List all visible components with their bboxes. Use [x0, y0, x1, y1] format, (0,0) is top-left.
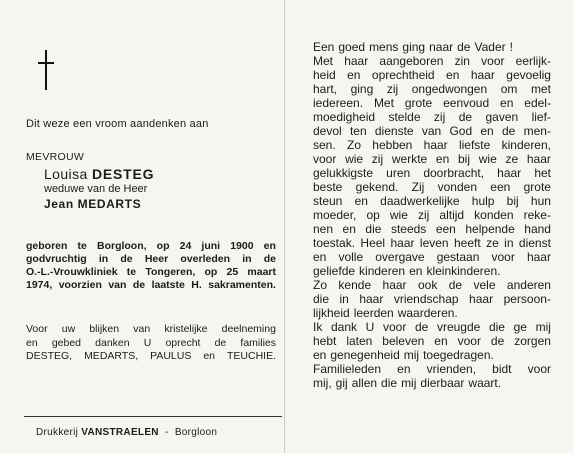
prayer-line: devol ten dienste van God en de men- [313, 124, 551, 138]
prayer-line: voor wie zij werkte en bij wie ze haar [313, 152, 551, 166]
prayer-line: sen. Zo hebben haar liefste kinderen, [313, 138, 551, 152]
text-line: geboren te Borgloon, op 24 juni 1900 en [26, 240, 276, 252]
prayer-line: Met haar aangeboren zin voor eerlijk- [313, 54, 551, 68]
right-panel [313, 40, 551, 390]
prayer-line: Een goed mens ging naar de Vader ! [313, 40, 513, 54]
cross-icon [38, 50, 54, 90]
text-line: O.-L.-Vrouwkliniek te Tongeren, op 25 maart [26, 266, 276, 278]
prayer-line: die in haar vriendschap haar persoon- [313, 292, 551, 306]
biography [26, 240, 276, 292]
deceased-name [44, 166, 154, 182]
prayer-line: hart, ging zij ongedwongen om met [313, 82, 551, 96]
prayer-line: beste gekend. Zij vonden een grote [313, 180, 551, 194]
printer-place: Borgloon [174, 427, 218, 438]
thanks-text [26, 323, 276, 364]
honorific: MEVROUW [26, 151, 85, 163]
prayer-line: en genegenheid mij toegedragen. [313, 348, 494, 362]
intro-text: Dit weze een vroom aandenken aan [26, 118, 209, 130]
text-line: DESTEG, MEDARTS, PAULUS en TEUCHIE. [26, 350, 276, 362]
prayer-line: hebt laten beleven en voor de zorgen [313, 334, 551, 348]
prayer-line: geliefde kinderen en kleinkinderen. [313, 264, 501, 278]
text-line: Voor uw blijken van kristelijke deelneming [26, 323, 276, 335]
prayer-line: Familieleden en vrienden, bidt voor [313, 362, 551, 376]
prayer-line: steun en daadwerkelijke hulp bij hun [313, 194, 551, 208]
prayer-line: nen en die steeds een helpende hand [313, 222, 551, 236]
prayer-line: gelukkigste uren doorbracht, haar het [313, 166, 551, 180]
printer-credit [36, 427, 217, 438]
prayer-line: en volle overgave gestaan voor haar [313, 250, 551, 264]
prayer-line: lijkheid leerden waarderen. [313, 306, 458, 320]
prayer-line: heid en oprechtheid en haar gevoelig [313, 68, 551, 82]
last-name: DESTEG [91, 166, 155, 182]
prayer-line: Zo kende haar ook de vele anderen [313, 278, 551, 292]
divider [24, 416, 282, 417]
prayer-line: moeder, op wie zij altijd konden reke- [313, 208, 551, 222]
left-panel [24, 0, 279, 453]
printer-prefix: Drukkerij [36, 427, 79, 438]
text-line: 1974, voorzien van de laatste H. sakramenten. [26, 279, 276, 291]
printer-name: VANSTRAELEN [81, 427, 159, 438]
widow-of: weduwe van de Heer [44, 183, 148, 195]
prayer-line: toestak. Heel haar leven heeft ze in dienst [313, 236, 551, 250]
text-line: godvruchtig in de Heer overleden in de [26, 253, 276, 265]
prayer-line: Ik dank U voor de vreugde die ge mij [313, 320, 551, 334]
prayer-line: iedereen. Met grote eenvoud en edel- [313, 96, 551, 110]
card-fold [284, 0, 285, 453]
prayer-line: mij, gij allen die mij dierbaar waart. [313, 376, 502, 390]
husband-name: Jean MEDARTS [44, 197, 142, 211]
prayer-line: moedigheid stelde zij de gaven lief- [313, 110, 551, 124]
first-name: Louisa [44, 166, 88, 182]
printer-sep: - [165, 427, 169, 438]
text-line: en gebed danken U oprecht de families [26, 336, 276, 349]
